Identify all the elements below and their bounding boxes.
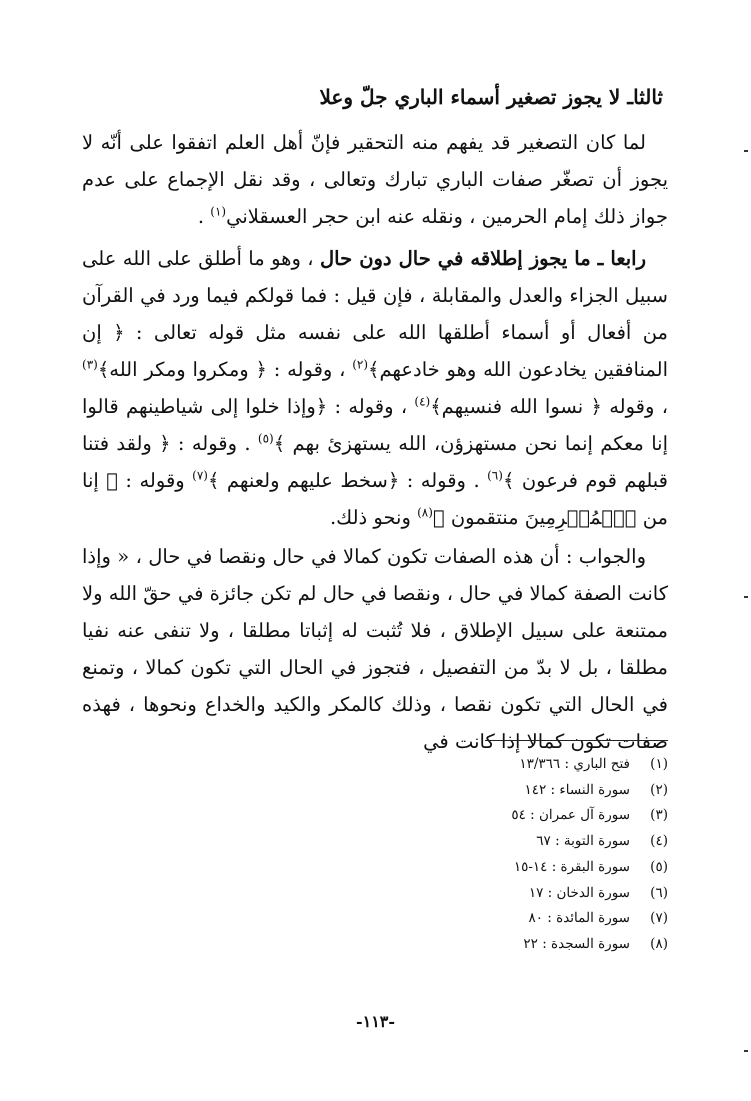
paragraph-1-text: لما كان التصغير قد يفهم منه التحقير فإنّ أهل العلم اتفقوا على أنّه لا يجوز أن تصغّر صفات الباري تبارك وتعالى ، وقد نقل الإجماع على عدم جواز ذلك إمام الحرمين ، ونقله عنه ابن حجر العسقلاني <box>82 131 668 228</box>
footnote-5 <box>368 855 668 881</box>
footnote-ref-1[interactable]: (١) <box>210 204 227 219</box>
footnote-text: سورة البقرة : ١٤-١٥ <box>513 858 630 875</box>
footnote-number: (٦) <box>650 884 668 901</box>
page-number: -١١٣- <box>355 1012 396 1031</box>
paragraph-2-part-b: ، وقوله : ﴿ ومكروا ومكر الله﴾ <box>97 358 353 381</box>
paragraph-1-end: . <box>197 205 211 228</box>
footnote-ref-4[interactable]: (٤) <box>414 394 431 409</box>
footnote-number: (٨) <box>650 935 668 952</box>
paragraph-3: والجواب : أن هذه الصفات تكون كمالا في حال ونقصا في حال ، « وإذا كانت الصفة كمالا في حال ، ونقصا في حال لم تكن جائزة في حقّ الله ولا ممتنعة على سبيل الإطلاق ، فلا تُثبت له إثباتا مطلقا ، ولا تنفى عنه نفيا مطلقا ، بل لا بدّ من التفصيل ، فتجوز في الحال التي تكون كمالا ، وتمنع في الحال التي تكون نقصا ، وذلك كالمكر والكيد والخداع ونحوها ، فهذه صفات تكون كمالا إذا كانت في <box>82 545 668 753</box>
footnote-text: سورة التوبة : ٦٧ <box>536 833 630 850</box>
footnote-number: (١) <box>650 756 668 772</box>
footnote-ref-2[interactable]: (٢) <box>352 357 369 372</box>
section-heading: ثالثاـ لا يجوز تصغير أسماء الباري جلّ وعلا <box>319 85 663 109</box>
footnote-number: (٤) <box>650 833 668 850</box>
footnote-text: سورة النساء : ١٤٢ <box>524 781 630 798</box>
footnote-ref-7[interactable]: (٧) <box>192 468 208 483</box>
footnote-number: (٥) <box>650 858 668 875</box>
footnote-text: فتح الباري : ١٣/٣٦٦ <box>519 756 630 772</box>
footnote-text: سورة آل عمران : ٥٤ <box>511 807 630 824</box>
scan-mark <box>744 150 748 152</box>
paragraph-2-part-c: ، وقوله ﴿ نسوا الله فنسيهم﴾ <box>430 395 668 418</box>
footnote-ref-5[interactable]: (٥) <box>257 431 274 446</box>
footnote-text: سورة الدخان : ١٧ <box>528 884 630 901</box>
footnote-4 <box>368 829 668 855</box>
footnote-number: (٢) <box>650 781 668 798</box>
footnote-2 <box>368 778 668 804</box>
footnote-text: سورة المائدة : ٨٠ <box>528 910 630 927</box>
paragraph-prohibition-of-diminutive <box>82 124 668 235</box>
footnote-ref-3[interactable]: (٣) <box>82 357 98 372</box>
scan-mark <box>744 596 748 598</box>
paragraph-conditional-attributes <box>82 240 668 536</box>
paragraph-answer <box>82 538 668 760</box>
footnote-7 <box>368 906 668 932</box>
paragraph-2-part-g: وقوله : ﴿ إنا من ٱلۡمُجۡرِمِينَ منتقمون ﴾ <box>82 469 668 529</box>
paragraph-1 <box>82 124 668 235</box>
paragraph-2-part-d: ، وقوله : ﴿وإذا خلوا إلى شياطينهم قالوا إنا معكم إنما نحن مستهزؤن، الله يستهزئ بهم ﴾ <box>82 395 668 455</box>
paragraph-2-lead: رابعا ـ ما يجوز إطلاقه في حال دون حال <box>320 247 646 270</box>
footnote-separator <box>485 740 668 741</box>
footnote-ref-8[interactable]: (٨) <box>417 505 433 520</box>
footnote-ref-6[interactable]: (٦) <box>487 468 503 483</box>
paragraph-2 <box>82 240 668 536</box>
footnote-6 <box>368 881 668 907</box>
footnote-3 <box>368 803 668 829</box>
footnote-number: (٣) <box>650 807 668 824</box>
paragraph-2-part-a: ، وهو ما أطلق على الله على سبيل الجزاء والعدل والمقابلة ، فإن قيل : فما قولكم فيما ورد في القرآن من أفعال أو أسماء أطلقها الله على نفسه مثل قوله تعالى : ﴿ إن المنافقين يخادعون الله وهو خادعهم﴾ <box>82 247 668 381</box>
paragraph-2-part-h: ونحو ذلك. <box>329 506 418 529</box>
paragraph-2-part-e: . وقوله : ﴿ ولقد فتنا قبلهم قوم فرعون ﴾ <box>82 432 668 492</box>
paragraph-2-part-f: . وقوله : ﴿سخط عليهم ولعنهم ﴾ <box>207 469 488 492</box>
footnote-text: سورة السجدة : ٢٢ <box>523 935 630 952</box>
footnotes-list <box>368 752 668 958</box>
footnote-1 <box>368 752 668 778</box>
scan-mark <box>744 1050 748 1052</box>
footnote-8 <box>368 932 668 958</box>
footnote-number: (٧) <box>650 910 668 927</box>
